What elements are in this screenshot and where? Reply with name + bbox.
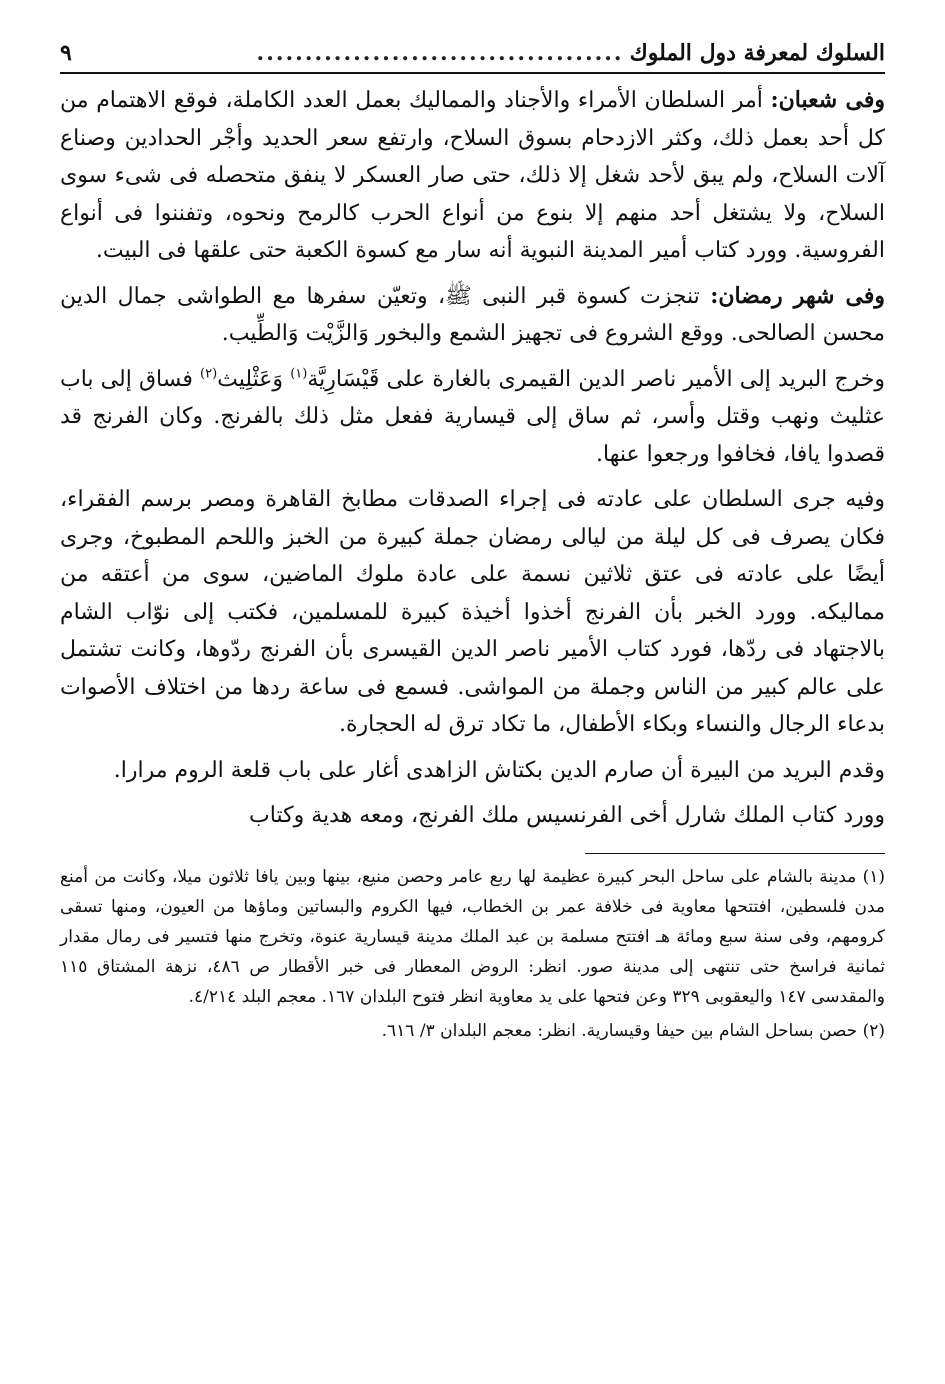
book-title: السلوك لمعرفة دول الملوك [629,40,885,66]
paragraph-lead: وفى شعبان: [770,87,885,113]
paragraph-text: أمر السلطان الأمراء والأجناد والمماليك بعمل العدد الكاملة، فوقع الاهتمام من كل أحد بعمل ذلك، وكثر الازدحام بسوق السلاح، وارتفع سعر الحديد وأجْر الحدادين وصناع آلات السلاح، ولم يبق لأحد شغل إلا ذلك، حتى صار العسكر لا ينفق متحصله فى شىء سوى السلاح، ولا يشتغل أحد منهم إلا بنوع من أنواع الحرب كالرمح ونحوه، وتفننوا فى أنواع الفروسية. وورد كتاب أمير المدينة النبوية أنه سار مع كسوة الكعبة حتى علقها فى البيت. [60,88,885,263]
page-number: ٩ [60,40,72,66]
paragraph-shaban [60,82,885,270]
paragraph-text: وورد كتاب الملك شارل أخى الفرنسيس ملك الفرنج، ومعه هدية وكتاب [249,803,885,828]
paragraph-lead: وفى شهر رمضان: [710,282,885,309]
footnote-ref-1[interactable]: (١) [290,366,308,382]
footnote-ref-2[interactable]: (٢) [200,366,218,382]
paragraph-ramadan [60,278,885,353]
paragraph-text: وخرج البريد إلى الأمير ناصر الدين القيمرى بالغارة على قَيْسَارِيَّة [307,366,885,392]
footnotes [60,862,885,1046]
paragraph-text: وقدم البريد من البيرة أن صارم الدين بكتاش الزاهدى أغار على باب قلعة الروم مرارا. [113,757,885,783]
leader-dots: ...................................... [256,40,624,66]
paragraph-text: وَعَثْلِيث [217,366,291,392]
footnote-separator [585,853,885,854]
paragraph-qaysariyya [60,361,885,474]
footnote-2: (٢) حصن بساحل الشام بين حيفا وقيسارية. انظر: معجم البلدان ٣/ ٦١٦. [381,1020,885,1041]
paragraph-bira [60,752,885,790]
paragraph-text: فساق إلى باب عثليث ونهب وقتل وأسر، ثم ساق إلى قيسارية ففعل مثل ذلك بالفرنج. وكان الفرنج قد قصدوا يافا، فخافوا ورجعوا عنها. [60,366,885,467]
paragraph-charles [60,797,885,835]
paragraph-text: تنجزت كسوة قبر النبى ﷺ، وتعيّن سفرها مع الطواشى جمال الدين محسن الصالحى. ووقع الشروع فى تجهيز الشمع والبخور وَالزَّيْت وَالطِّيب. [60,283,885,346]
main-text [60,82,885,835]
paragraph-text: وفيه جرى السلطان على عادته فى إجراء الصدقات مطابخ القاهرة ومصر برسم الفقراء، فكان يصرف فى كل ليلة من ليالى رمضان جملة كبيرة من الخبز واللحم المطبوخ، وجرى أيضًا على عادته فى عتق ثلاثين نسمة على عادة ملوك الماضين، سوى من أعتقه من مماليكه. وورد الخبر بأن الفرنج أخذوا أخيذة كبيرة للمسلمين، فكتب إلى نوّاب الشام بالاجتهاد فى ردّها، فورد كتاب الأمير ناصر الدين القيسرى بأن الفرنج ردّوها، وكانت تشتمل على عالم كبير من الناس وجملة من المواشى. فسمع فى ساعة ردها من اختلاف الأصوات بدعاء الرجال والنساء وبكاء الأطفال، ما تكاد ترق له الحجارة. [60,487,885,737]
running-header [60,38,885,74]
book-page [60,38,885,1354]
footnote-1: (١) مدينة بالشام على ساحل البحر كبيرة عظيمة لها ربع عامر وحصن منيع، بينها وبين يافا ثلاثون ميلا، وكانت من أمنع مدن فلسطين، افتتحها معاوية فى خلافة عمر بن الخطاب، فيها الكروم والبساتين وماؤها من العيون، ومنها تسقى كرومهم، وفى سنة سبع ومائة هـ افتتح مسلمة بن عبد الملك مدينة قيسارية عنوة، وتخرج منها فتسير فى رمال مقدار ثمانية فراسخ حتى تنتهى إلى مدينة صور. انظر: الروض المعطار فى خبر الأقطار ص ٤٨٦، نزهة المشتاق ١١٥ والمقدسى ١٤٧ واليعقوبى ٣٢٩ وعن فتحها على يد معاوية انظر فتوح البلدان ١٦٧. معجم البلد ٤/٢١٤. [60,866,886,1007]
paragraph-sadaqat [60,481,885,744]
